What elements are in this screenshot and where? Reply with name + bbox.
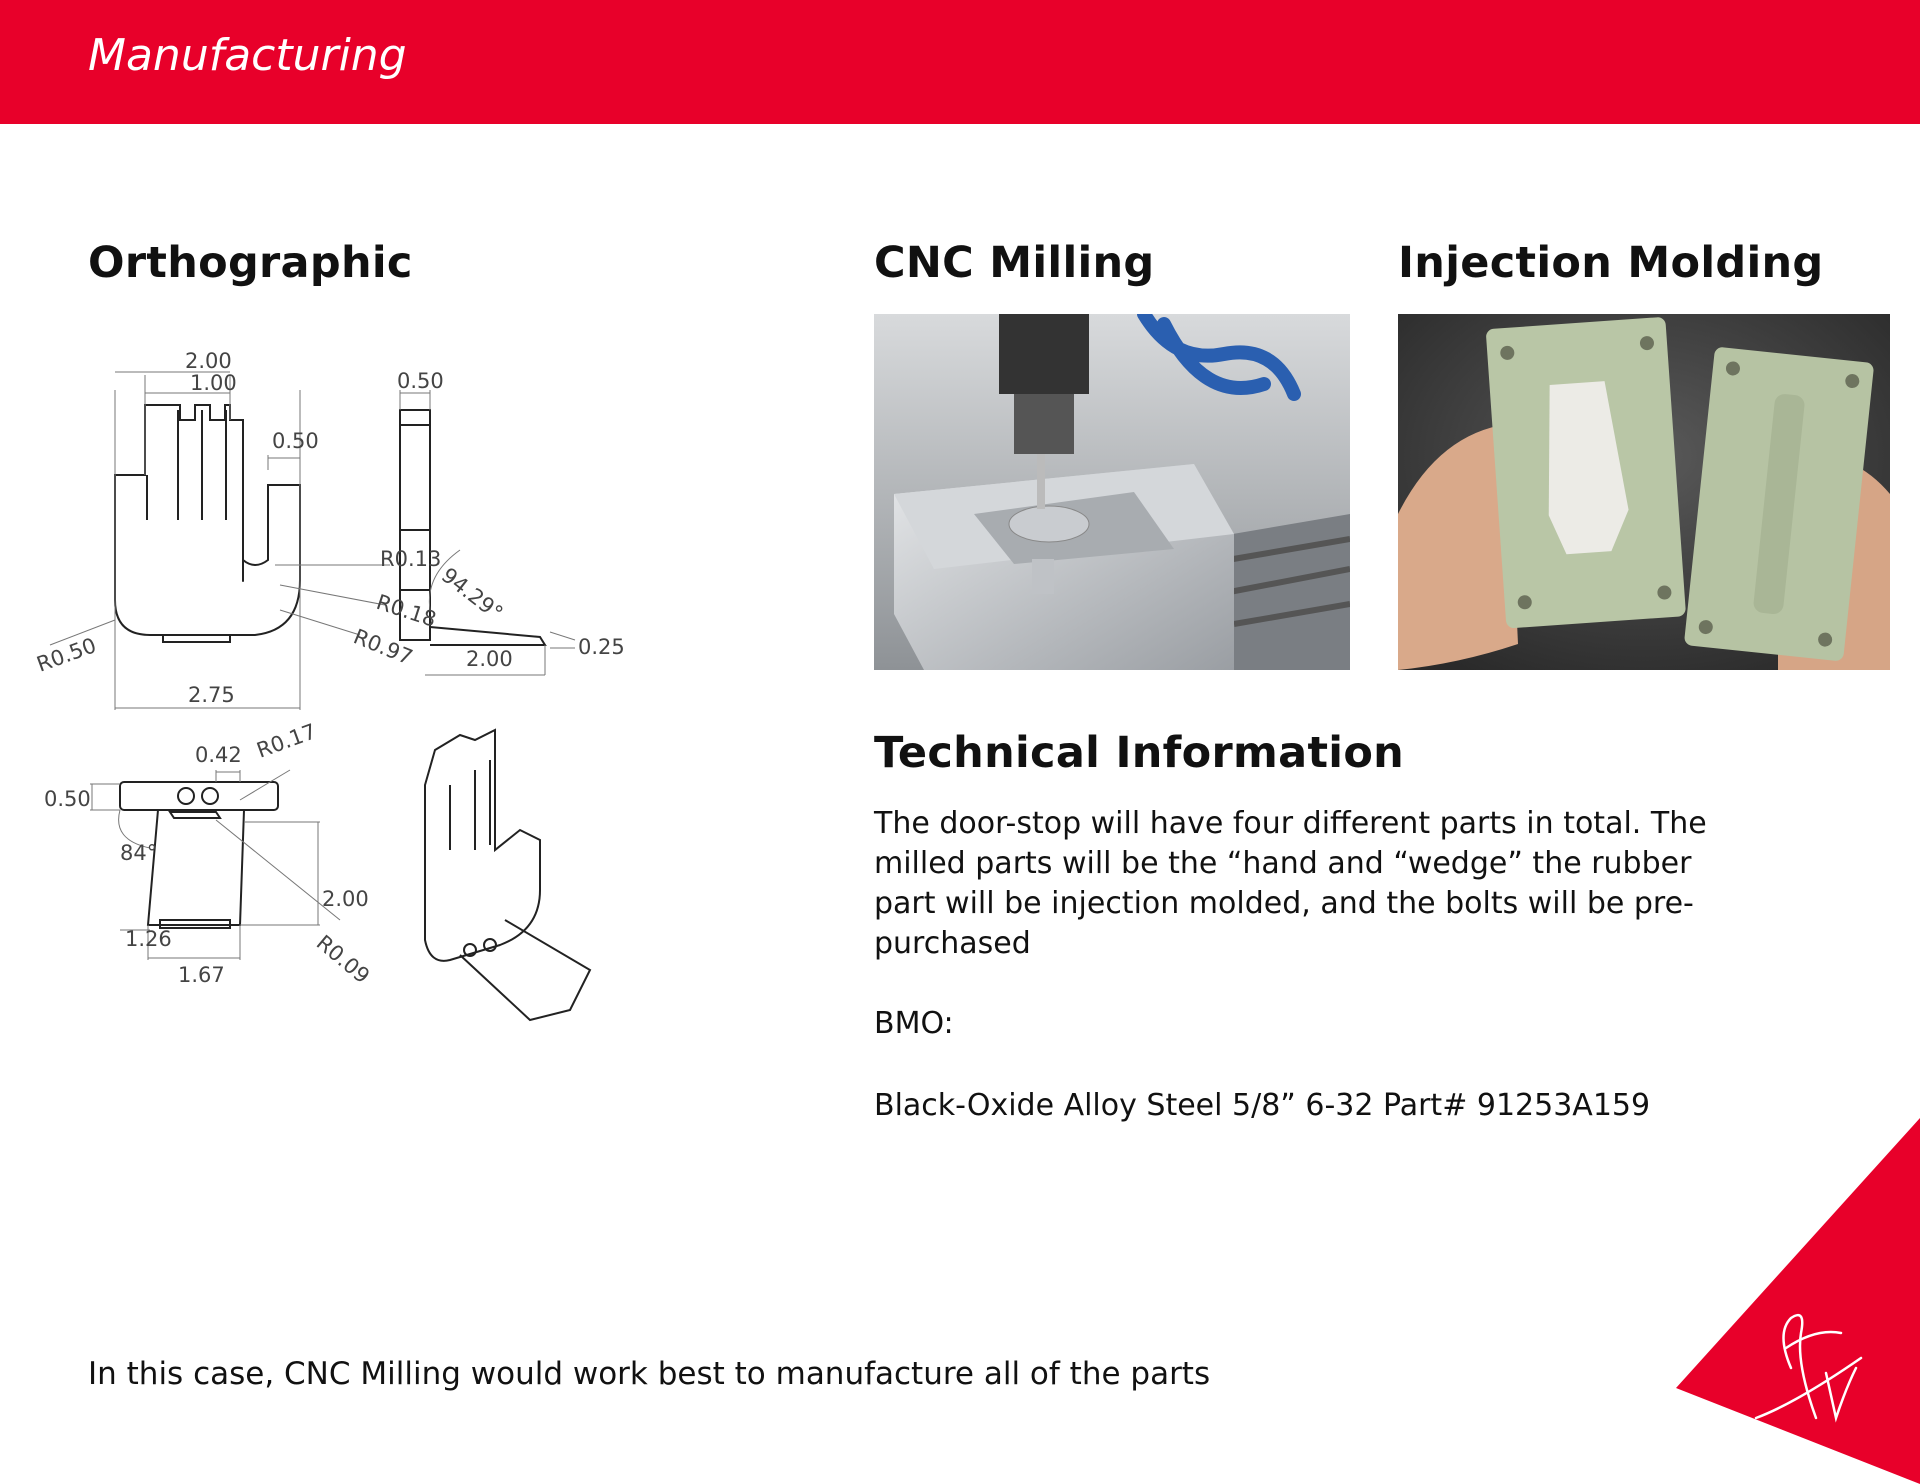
dim-front-width-top: 2.00 xyxy=(185,349,232,373)
dim-side-thickness: 0.50 xyxy=(397,369,444,393)
dim-front-thumb: 0.50 xyxy=(272,429,319,453)
dim-top-angle: 84° xyxy=(120,841,158,865)
isometric-view-outline xyxy=(425,730,540,961)
bmo-part-number: Black-Oxide Alloy Steel 5/8” 6-32 Part# 91253A159 xyxy=(874,1088,1651,1123)
dim-front-r2: R0.18 xyxy=(373,589,440,632)
orthographic-heading: Orthographic xyxy=(88,238,413,288)
page-title: Manufacturing xyxy=(88,30,407,81)
dim-side-wedge-len: 2.00 xyxy=(466,647,513,671)
corner-triangle xyxy=(1676,1118,1920,1484)
header-bar xyxy=(0,0,1920,124)
dim-front-width-bottom: 2.75 xyxy=(188,683,235,707)
dim-front-r3: R0.97 xyxy=(350,624,417,670)
technical-paragraph: The door-stop will have four different parts in total. The milled parts will be the “hand and “wedge” the rubber part will be injection molded, and the bolts will be pre-purchased xyxy=(874,806,1707,961)
dim-front-r4: R0.50 xyxy=(33,633,100,677)
dim-top-w2: 1.67 xyxy=(178,963,225,987)
technical-information-heading: Technical Information xyxy=(874,728,1405,778)
footer-note: In this case, CNC Milling would work best to manufacture all of the parts xyxy=(88,1356,1211,1392)
dim-top-w1: 1.26 xyxy=(125,927,172,951)
dim-top-len: 2.00 xyxy=(322,887,369,911)
cnc-milling-heading: CNC Milling xyxy=(874,238,1155,288)
dim-top-bolt-gap: 0.42 xyxy=(195,743,242,767)
orthographic-drawing xyxy=(30,330,730,1160)
top-view-outline xyxy=(120,782,278,810)
injection-molding-heading: Injection Molding xyxy=(1398,238,1824,288)
dim-top-r-top: R0.17 xyxy=(253,719,320,763)
dim-front-r1: R0.13 xyxy=(380,547,442,571)
dim-front-width-mid: 1.00 xyxy=(190,371,237,395)
cnc-milling-photo xyxy=(874,314,1350,670)
injection-molding-photo xyxy=(1398,314,1890,670)
dim-side-angle: 94.29° xyxy=(436,563,508,626)
dim-side-wedge-h: 0.25 xyxy=(578,635,625,659)
dim-top-thick: 0.50 xyxy=(44,787,91,811)
dim-top-r-small: R0.09 xyxy=(311,930,375,989)
bmo-label: BMO: xyxy=(874,1006,954,1041)
